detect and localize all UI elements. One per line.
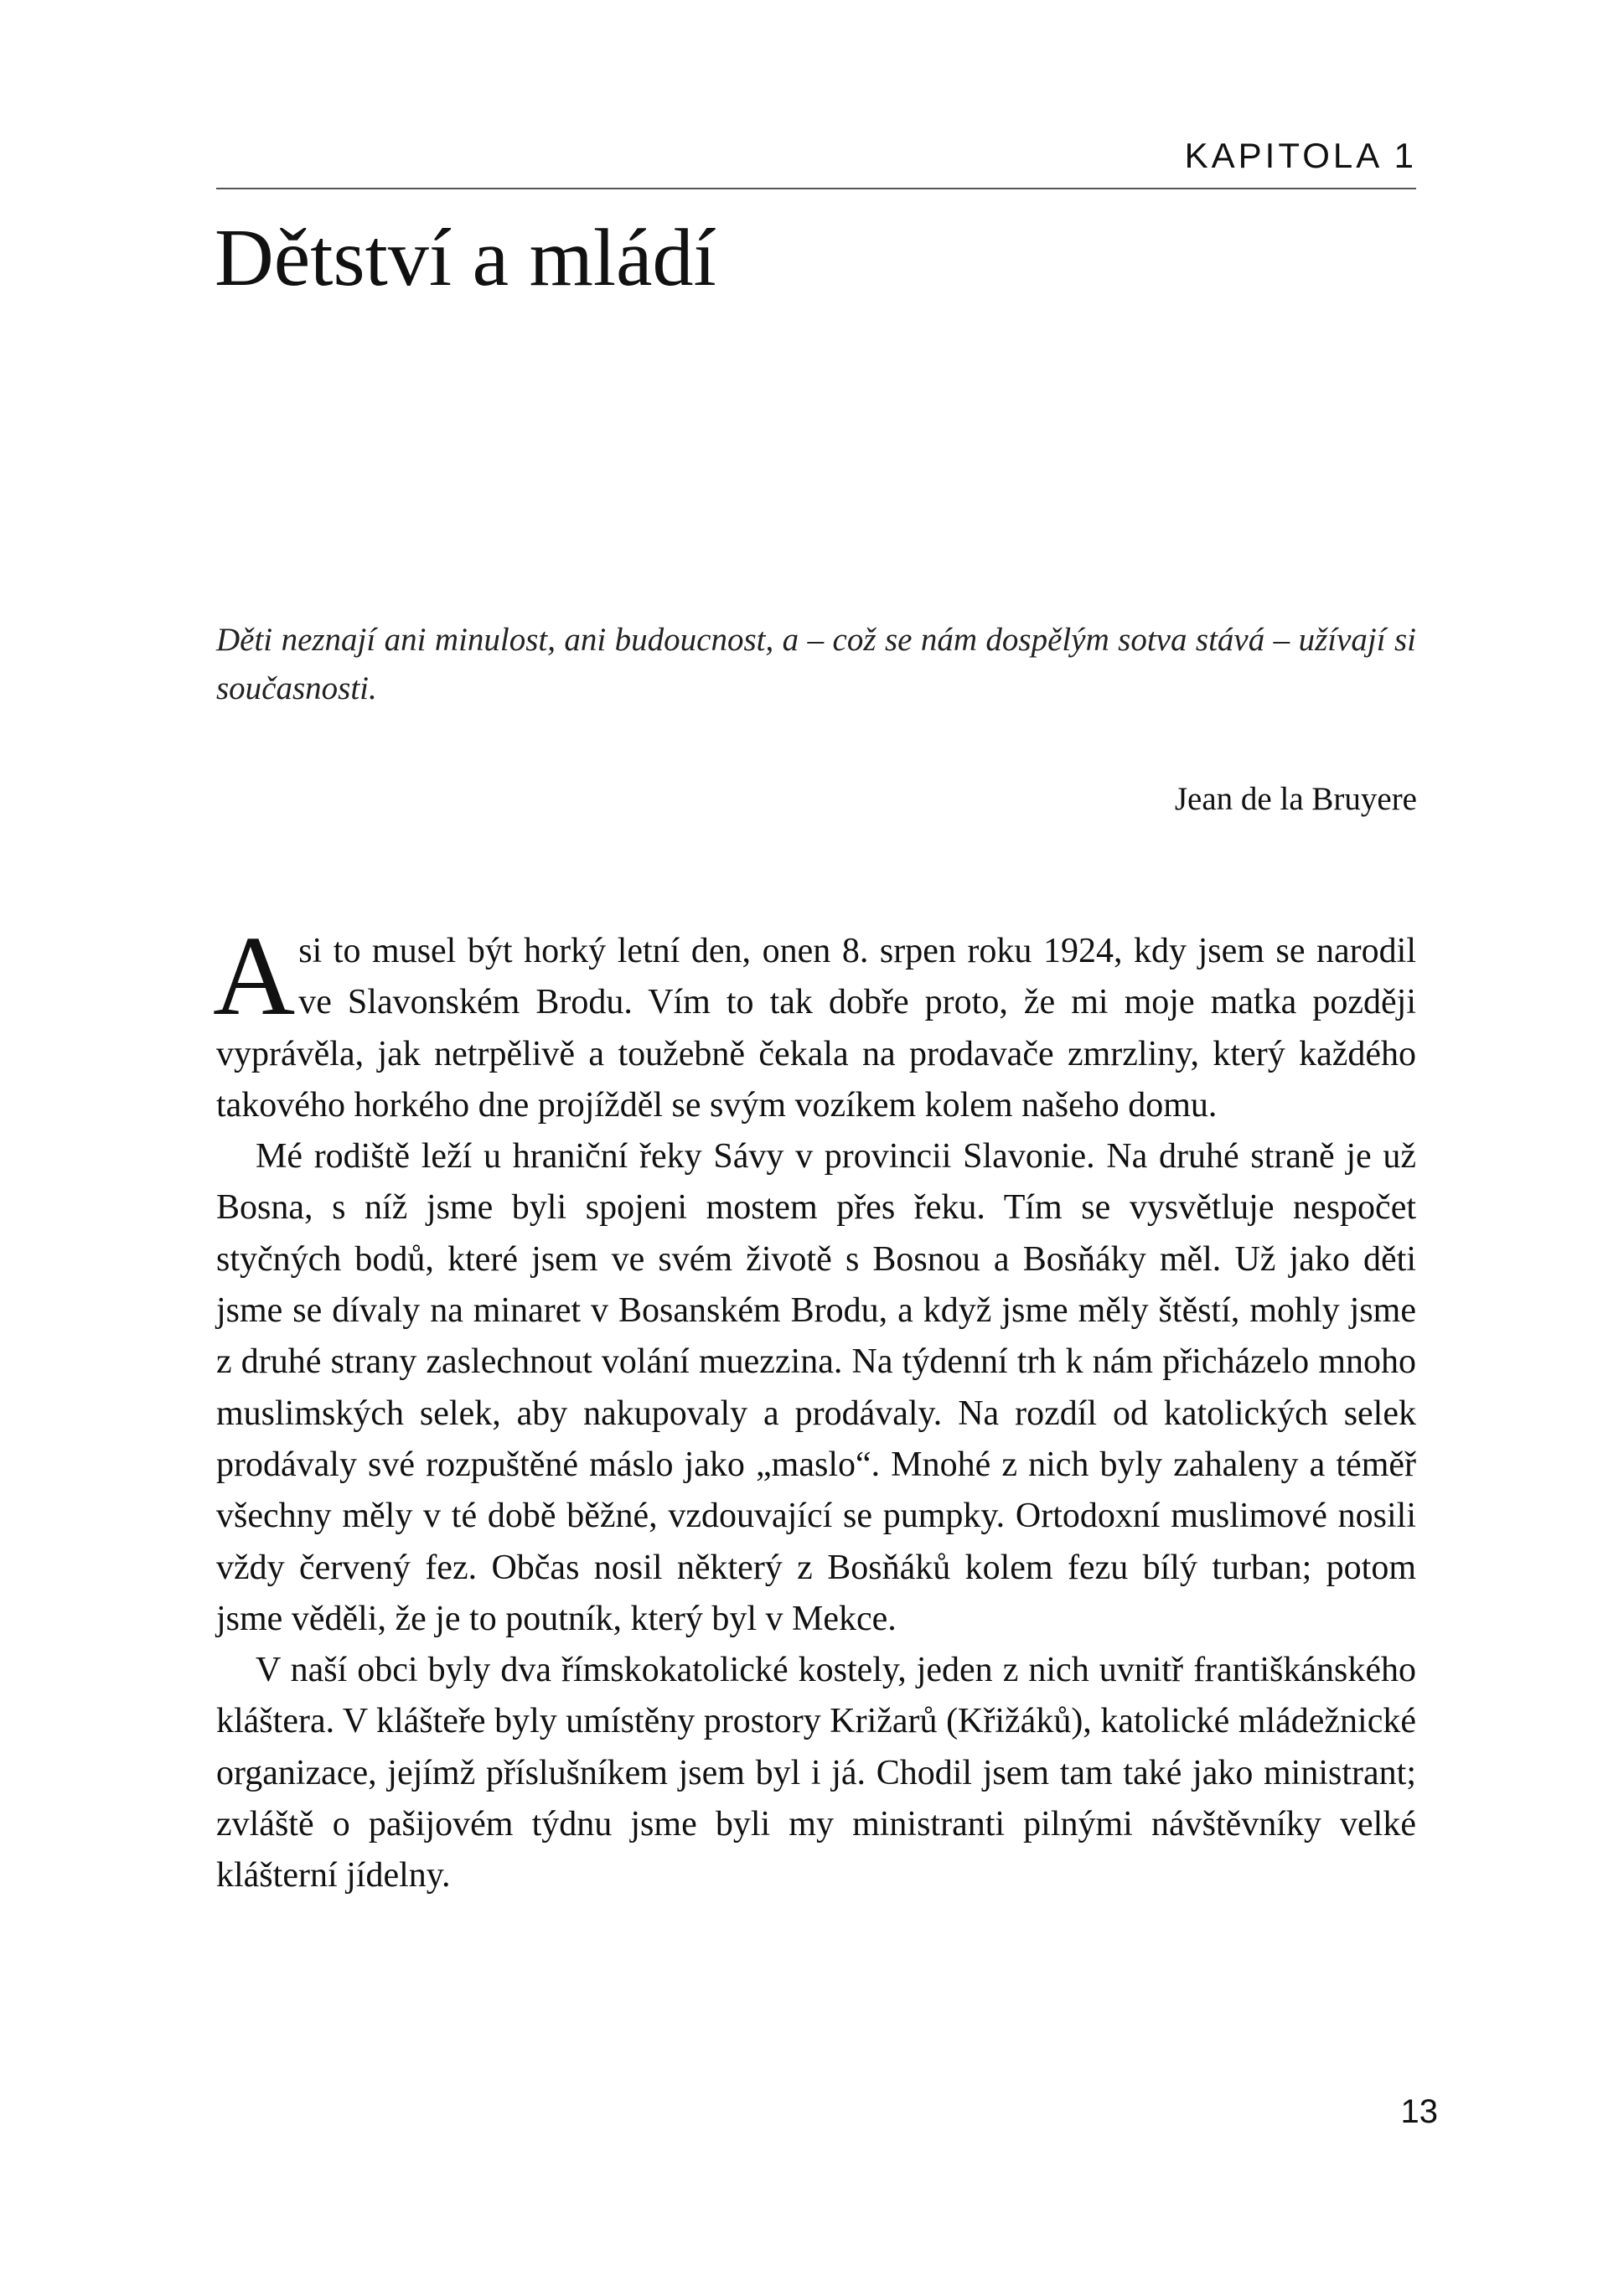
- epigraph-quote: Děti neznají ani minulost, ani budoucnost, a – což se nám dospělým sotva stává – užívají si současnosti.: [216, 622, 1416, 706]
- epigraph-author: Jean de la Bruyere: [1174, 781, 1417, 817]
- chapter-body: [213, 913, 1416, 1902]
- chapter-label: KAPITOLA 1: [1184, 136, 1417, 175]
- body-paragraph: V naší obci byly dva římskokatolické kostely, jeden z nich uvnitř františkánského kláštera. V klášteře byly umístěny prostory Križarů (Křižáků), katolické mládežnické organizace, jejímž příslušníkem jsem byl i já. Chodil jsem tam také jako ministrant; zvláště o pašijovém týdnu jsme byli my ministranti pilnými návštěvníky velké klášterní jídelny.: [216, 1651, 1416, 1895]
- body-paragraph: Mé rodiště leží u hraniční řeky Sávy v provincii Slavonie. Na druhé straně je už Bosna, s níž jsme byli spojeni mostem přes řeku. Tím se vysvětluje nespočet styčných bodů, které jsem ve svém životě s Bosnou a Bosňáky měl. Už jako děti jsme se dívaly na minaret v Bosanském Brodu, a když jsme měly štěstí, mohly jsme z druhé strany zaslechnout volání muezzina. Na týdenní trh k nám přicházelo mnoho muslimských selek, aby nakupovaly a prodávaly. Na rozdíl od katolických selek prodávaly své rozpuštěné máslo jako „maslo“. Mnohé z nich byly zahaleny a téměř všechny měly v té době běžné, vzdouvající se pumpky. Ortodoxní muslimové nosili vždy červený fez. Občas nosil některý z Bosňáků kolem fezu bílý turban; potom jsme věděli, že je to poutník, který byl v Mekce.: [216, 1137, 1416, 1638]
- chapter-title: Dětství a mládí: [215, 213, 716, 303]
- page-number: 13: [1400, 2093, 1438, 2130]
- drop-cap: A: [213, 913, 296, 1039]
- header-divider: [216, 188, 1416, 189]
- paragraph-text: si to musel být horký letní den, onen 8. srpen roku 1924, kdy jsem se narodil ve Slavonském Brodu. Vím to tak dobře proto, že mi moje matka později vyprávěla, jak netrpělivě a toužebně čekala na prodavače zmrzliny, který každého takového horkého dne projížděl se svým vozíkem kolem našeho domu.: [216, 932, 1416, 1125]
- body-paragraph: [213, 913, 1416, 1131]
